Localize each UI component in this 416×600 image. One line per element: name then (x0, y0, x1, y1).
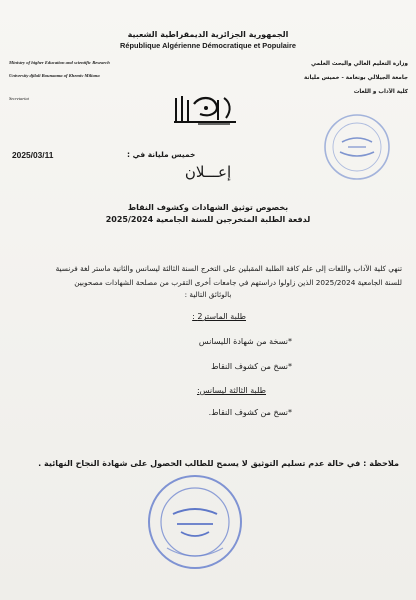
date-city-label: خميس مليانة في : (127, 150, 196, 159)
university-arabic: جامعة الجيلالي بونعامة - خميس مليانة (304, 75, 408, 81)
subject-line-2: لدفعة الطلبة المتخرجين للسنة الجامعية 2025/2024 (105, 215, 311, 224)
body-line-1: تنهي كلية الآداب واللغات إلى علم كافة الطلبة المقبلين على التخرج السنة الثالثة ليسانس والثانية ماستر لغة فرنسية (55, 264, 402, 273)
announcement-title: إعـــلان (184, 163, 232, 181)
body-line-2: للسنة الجامعية 2025/2024 الذين زاولوا دراستهم في جامعات أخرى التقرب من مصلحة الشهادات مصحوبين (74, 278, 402, 287)
republic-arabic: الجمهورية الجزائرية الديمقراطية الشعبية (127, 30, 289, 39)
body-line-3: بالوثائق التالية : (184, 290, 232, 299)
secretariat-label: Secretariat (9, 96, 29, 101)
faculty-arabic: كلية الآداب و اللغات (353, 89, 408, 95)
official-stamp-icon (143, 470, 247, 574)
section-heading-master: طلبة الماستر2 : (192, 312, 246, 321)
republic-french: République Algérienne Démocratique et Populaire (120, 41, 296, 50)
date-value: 2025/03/11 (12, 150, 54, 160)
subject-line-1: بخصوص توثيق الشهادات وكشوف النقاط (127, 203, 289, 212)
university-english: University djilali Bounaama of Khemis-Miliana (9, 73, 100, 78)
list-item: *نسخ من كشوف النقاط. (208, 408, 292, 417)
ministry-arabic: وزارة التعليم العالي والبحث العلمي (311, 61, 408, 67)
university-logo-icon (170, 90, 240, 130)
list-item: *نسخ من كشوف النقاط (211, 362, 292, 371)
section-heading-licence: طلبة الثالثة ليسانس: (196, 386, 266, 395)
ministry-english: Ministry of higher Education and scientific Research (9, 60, 110, 65)
list-item: *نسخة من شهادة الليسانس (198, 337, 292, 346)
note-text: ملاحظة : في حالة عدم تسليم التوثيق لا يسمح للطالب الحصول على شهادة النجاح النهائية . (38, 458, 399, 468)
